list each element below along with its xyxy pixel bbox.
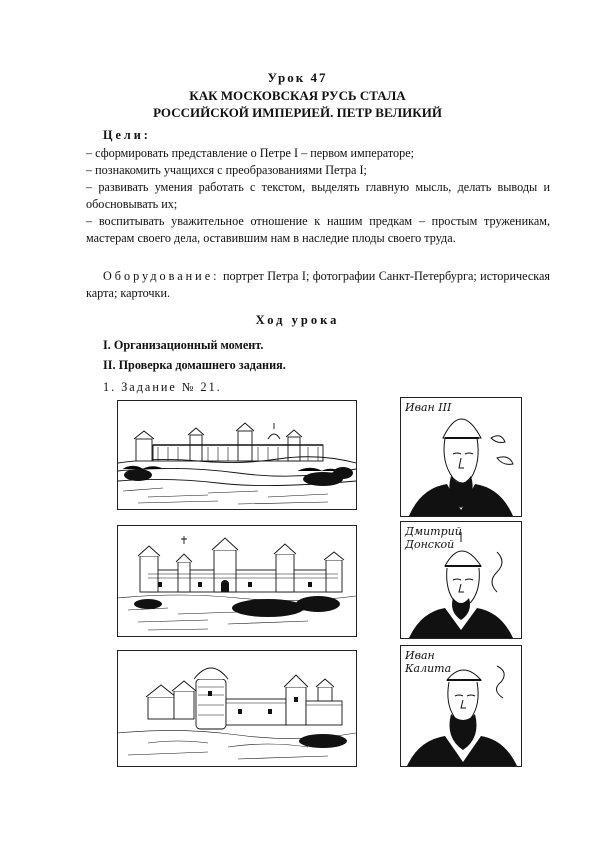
fortress-tower-illustration (117, 650, 357, 767)
lesson-number: Урок 47 (267, 70, 328, 85)
section-organizational: I. Организационный момент. (103, 338, 264, 352)
stone-kremlin-illustration (117, 525, 357, 637)
equipment-paragraph (86, 268, 550, 302)
portrait-label: Иван III (405, 401, 452, 414)
goal-item: – воспитывать уважительное отношение к нашим предкам – простым труженикам, мастерам своего дела, оставившим нам в наследие плоды своего труда. (86, 214, 550, 245)
portrait-ivan-iii (400, 397, 522, 517)
portrait-dmitry-donskoy (400, 521, 522, 639)
wooden-kremlin-illustration (117, 400, 357, 510)
goals-heading: Цели: (103, 128, 151, 142)
equipment-text: портрет Петра I; фотографии Санкт-Петербурга; историческая карта; карточки. (86, 269, 550, 300)
lesson-title-line-1: КАК МОСКОВСКАЯ РУСЬ СТАЛА (189, 88, 406, 103)
goals-list (86, 145, 550, 247)
course-heading: Ход урока (255, 313, 340, 327)
portrait-ivan-kalita (400, 645, 522, 767)
portrait-label-line-1: Дмитрий (405, 525, 462, 538)
portrait-label-line-1: Иван (405, 649, 435, 662)
portrait-label-line-2: Донской (405, 538, 455, 551)
section-homework-check: II. Проверка домашнего задания. (103, 358, 286, 372)
goal-item: – познакомить учащихся с преобразованиями Петра I; (86, 163, 367, 177)
task-label: 1. Задание № 21. (103, 380, 222, 394)
goal-item: – развивать умения работать с текстом, выделять главную мысль, делать выводы и обосновывать их; (86, 180, 550, 211)
equipment-label: Оборудование: (103, 269, 220, 283)
lesson-title-line-2: РОССИЙСКОЙ ИМПЕРИЕЙ. ПЕТР ВЕЛИКИЙ (153, 105, 442, 120)
portrait-label-line-2: Калита (405, 662, 452, 675)
goal-item: – сформировать представление о Петре I – первом императоре; (86, 146, 415, 160)
